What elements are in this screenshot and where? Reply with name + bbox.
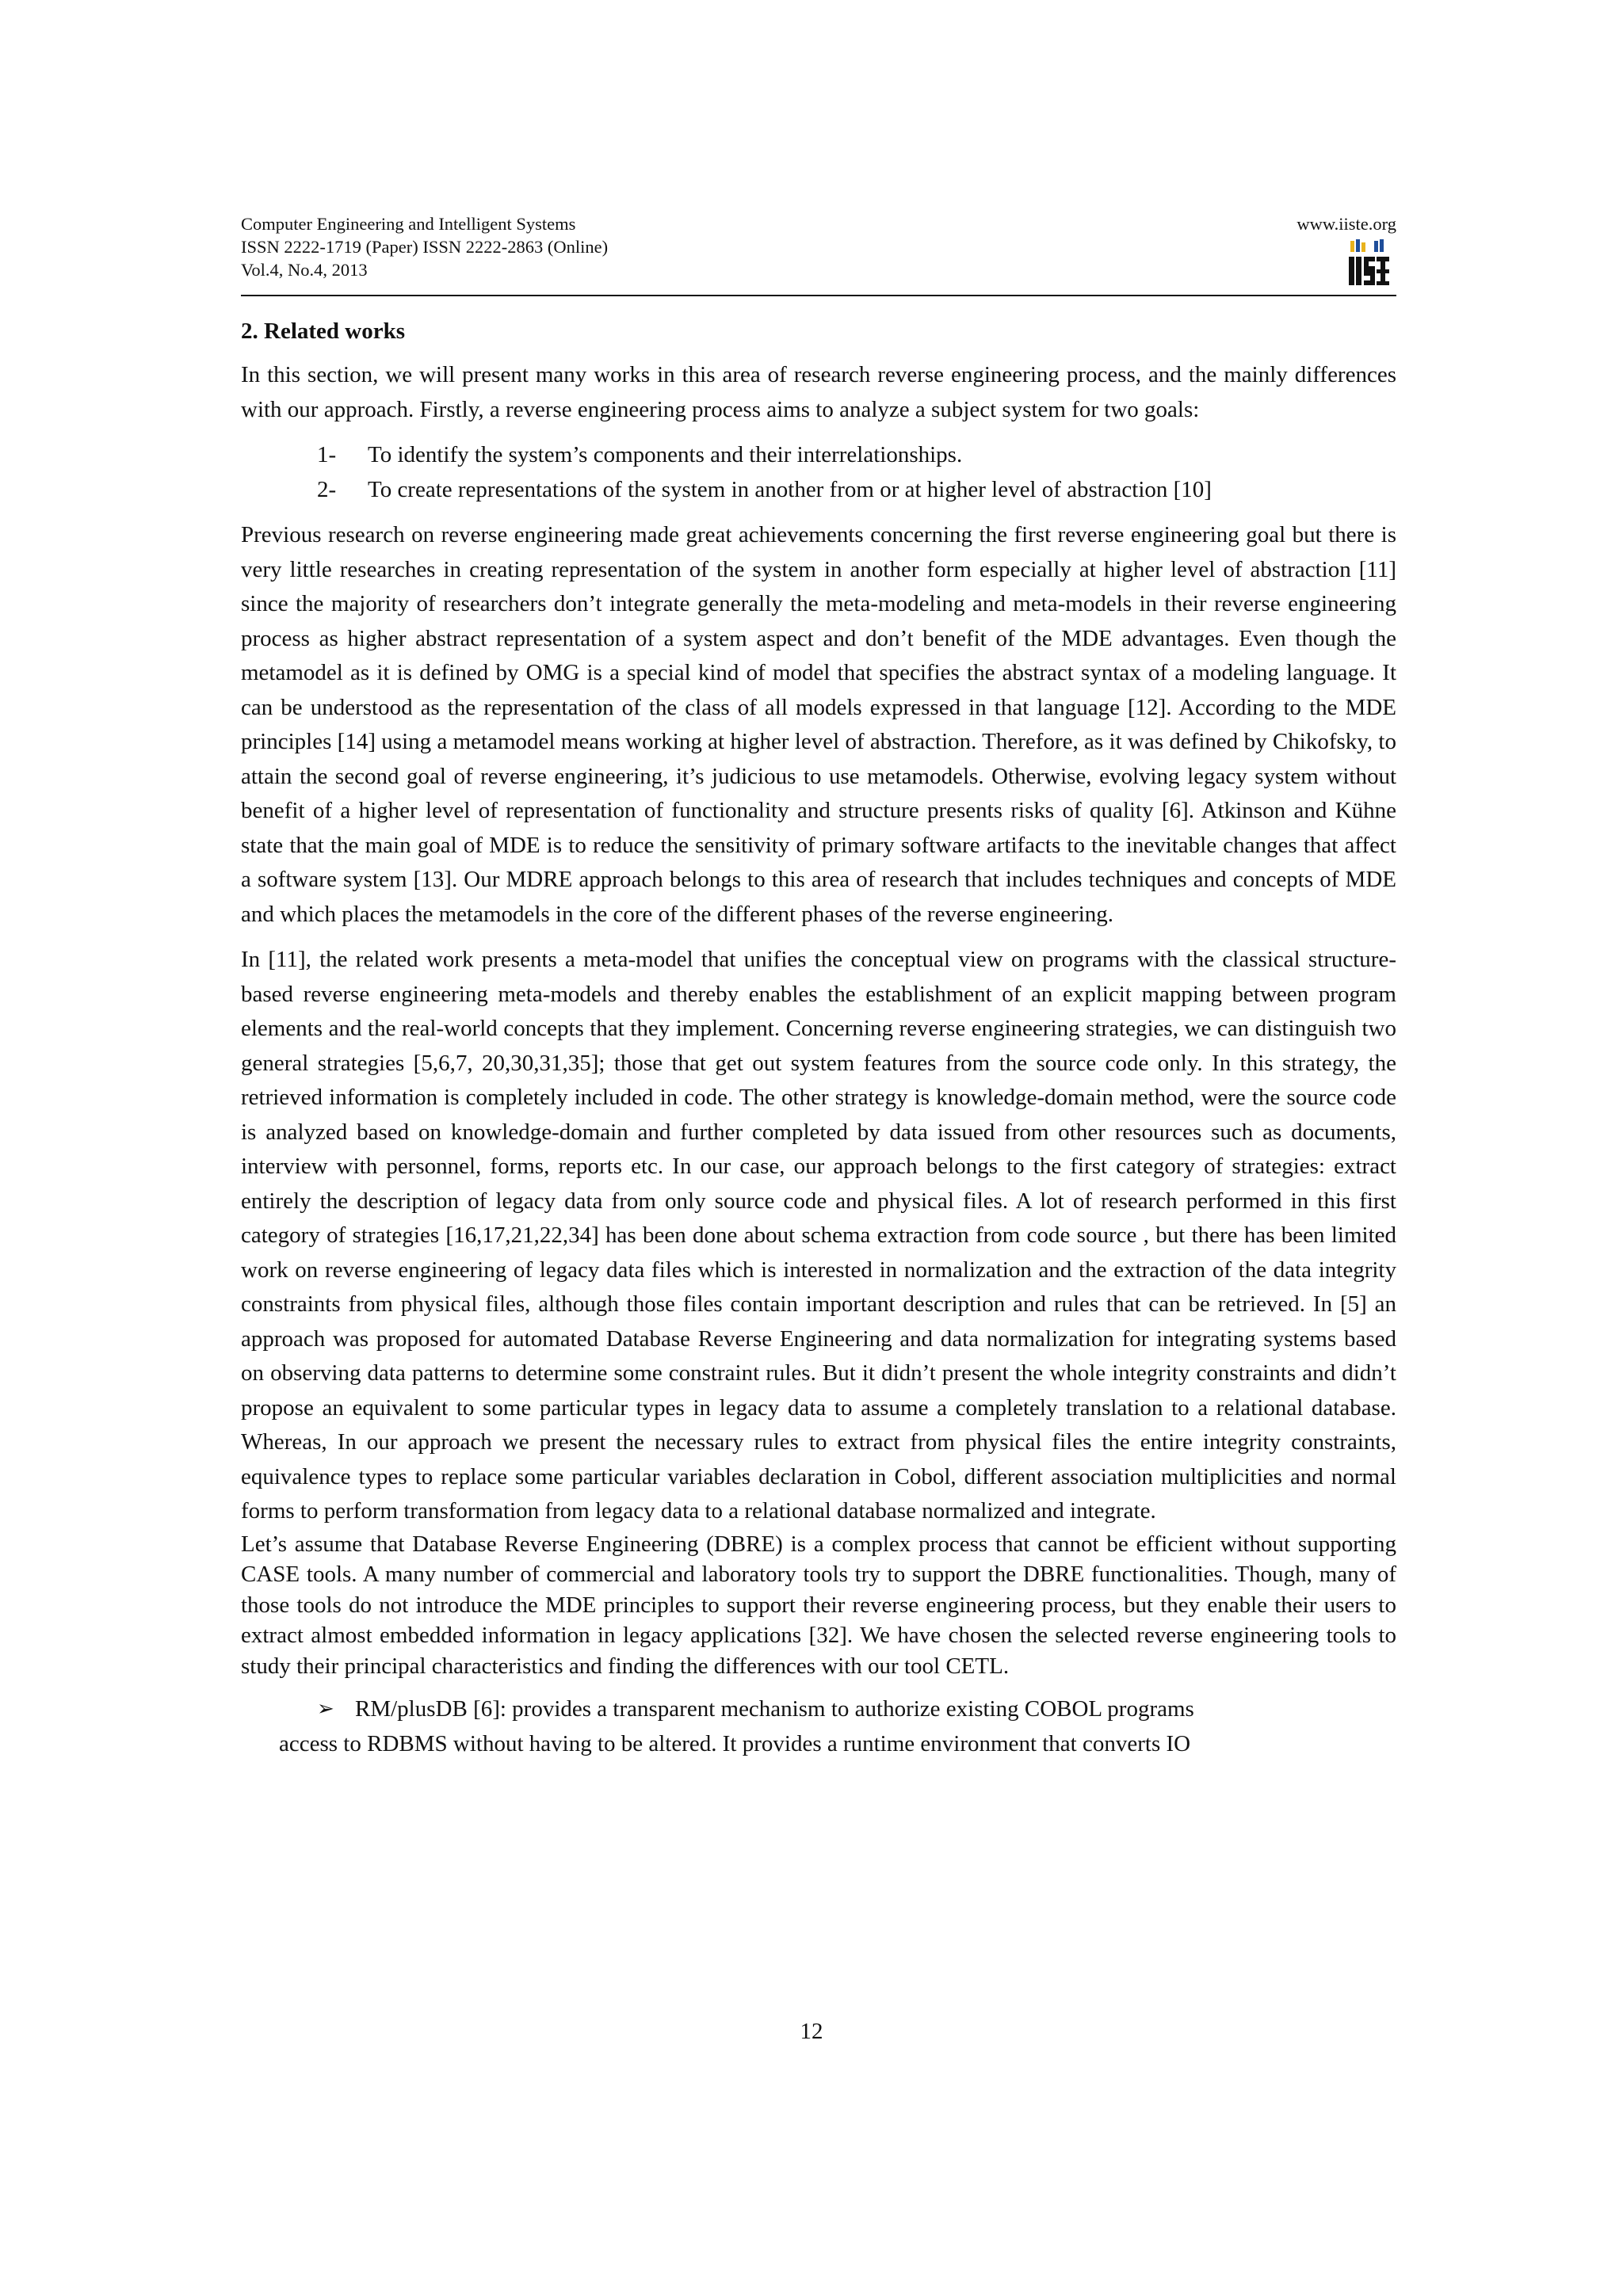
list-item-number: 2- (317, 476, 337, 502)
list-item-number: 1- (317, 442, 337, 467)
paragraph-dbre-tools: Let’s assume that Database Reverse Engineering (DBRE) is a complex process that cannot be efficient without supporting CASE tools. A many number of commercial and laboratory tools try to support the DBRE functionalities. Though, many of those tools do not introduce the MDE principles to support their reverse engineering process, but they enable their users to extract almost embedded information in legacy applications [32]. We have chosen the selected reverse engineering tools to study their principal characteristics and finding the differences with our tool CETL. (241, 1531, 1396, 1679)
section-title: 2. Related works (241, 318, 406, 344)
page-header (241, 212, 1396, 293)
journal-info (241, 212, 608, 281)
journal-volume: Vol.4, No.4, 2013 (241, 260, 368, 280)
journal-issn: ISSN 2222-1719 (Paper) ISSN 2222-2863 (Online) (241, 237, 609, 257)
paragraph-previous-research: Previous research on reverse engineering made great achievements concerning the first reverse engineering goal but there is very little researches in creating representation of the system in another form especially at higher level of abstraction [11] since the majority of researchers don’t integrate generally the meta-modeling and meta-models in their reverse engineering process as higher abstract representation of a system aspect and don’t benefit of the MDE advantages. Even though the metamodel as it is defined by OMG is a special kind of model that specifies the abstract syntax of a modeling language. It can be understood as the representation of the class of all models expressed in that language [12]. According to the MDE principles [14] using a metamodel means working at higher level of abstraction. Therefore, as it was defined by Chikofsky, to attain the second goal of reverse engineering, it’s judicious to use metamodels. Otherwise, evolving legacy system without benefit of a higher level of representation of functionality and structure presents risks of quality [6]. Atkinson and Kühne state that the main goal of MDE is to reduce the sensitivity of primary software artifacts to the inevitable changes that affect a software system [13]. Our MDRE approach belongs to this area of research that includes techniques and concepts of MDE and which places the metamodels in the core of the different phases of the reverse engineering. (241, 522, 1396, 927)
paragraph-related-work: In [11], the related work presents a meta-model that unifies the conceptual view on programs with the classical structure-based reverse engineering meta-models and thereby enables the establishment of an explicit mapping between program elements and the real-world concepts that they implement. Concerning reverse engineering strategies, we can distinguish two general strategies [5,6,7, 20,30,31,35]; those that get out system features from the source code only. In this strategy, the retrieved information is completely included in code. The other strategy is knowledge-domain method, were the source code is analyzed based on knowledge-domain and further completed by data issued from other resources such as documents, interview with personnel, forms, reports etc. In our case, our approach belongs to the first category of strategies: extract entirely the description of legacy data from only source code and physical files. A lot of research performed in this first category of strategies [16,17,21,22,34] has been done about schema extraction from code source , but there has been limited work on reverse engineering of legacy data files which is interested in normalization and the extraction of the data integrity constraints from physical files, although those files contain important description and rules that can be retrieved. In [5] an approach was proposed for automated Database Reverse Engineering and data normalization for integrating systems based on observing data patterns to determine some constraint rules. But it didn’t present the whole integrity constraints and didn’t propose an equivalent to some particular types in legacy data to assume a completely translation to a relational database. Whereas, In our approach we present the necessary rules to extract from physical files the entire integrity constraints, equivalence types to replace some particular variables declaration in Cobol, different association multiplicities and normal forms to perform transformation from legacy data to a relational database normalized and integrate. (241, 947, 1396, 1524)
bullet-item-rmplusdb (241, 1692, 1396, 1761)
arrow-bullet-icon: ➢ (317, 1697, 334, 1721)
header-divider (241, 295, 1396, 296)
iiste-logo-icon (1346, 238, 1392, 288)
article-body (241, 315, 1396, 1761)
bullet-line-1: RM/plusDB [6]: provides a transparent mechanism to authorize existing COBOL programs (355, 1696, 1194, 1722)
list-item (241, 438, 1396, 473)
list-item-text: To create representations of the system in another from or at higher level of abstraction [10] (368, 476, 1212, 502)
goals-list (241, 438, 1396, 507)
bullet-line-2: access to RDBMS without having to be altered. It provides a runtime environment that converts IO (279, 1730, 1191, 1756)
journal-website[interactable]: www.iiste.org (1296, 214, 1396, 234)
intro-paragraph: In this section, we will present many works in this area of research reverse engineering process, and the mainly differences with our approach. Firstly, a reverse engineering process aims to analyze a subject system for two goals: (241, 362, 1396, 422)
journal-name: Computer Engineering and Intelligent Systems (241, 214, 576, 234)
page-number: 12 (800, 2019, 823, 2044)
list-item-text: To identify the system’s components and their interrelationships. (368, 442, 963, 467)
journal-website-block (1296, 212, 1396, 235)
list-item (241, 473, 1396, 508)
